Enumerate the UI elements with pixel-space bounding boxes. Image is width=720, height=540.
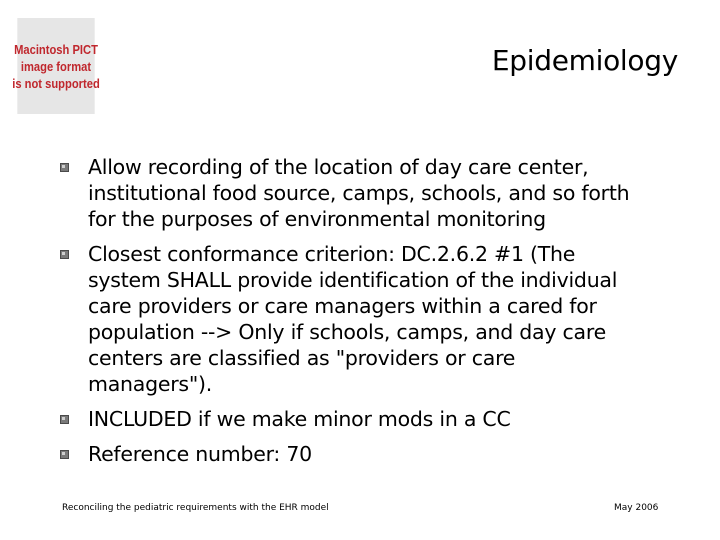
bullet-text-line: centers are classified as "providers or care <box>88 346 516 370</box>
bullet-text-line: managers"). <box>88 372 213 396</box>
footer-caption: Reconciling the pediatric requirements with the EHR model <box>62 503 329 513</box>
footer-date: May 2006 <box>614 503 659 513</box>
square-bullet-icon <box>60 163 69 172</box>
square-bullet-icon <box>60 450 69 459</box>
square-bullet-icon <box>60 415 69 424</box>
placeholder-line: image format <box>20 58 92 74</box>
bullet-text-line: care providers or care managers within a cared for <box>88 294 597 318</box>
bullet-text-line: Allow recording of the location of day care center, <box>88 155 589 179</box>
bullet-item <box>60 154 680 232</box>
bullet-text-line: system SHALL provide identification of the individual <box>88 268 618 292</box>
bullet-text-line: Closest conformance criterion: DC.2.6.2 #1 (The <box>88 242 576 266</box>
bullet-list <box>60 154 680 476</box>
bullet-text-line: for the purposes of environmental monitoring <box>88 207 546 231</box>
bullet-item <box>60 241 680 397</box>
bullet-item <box>60 406 680 432</box>
bullet-item <box>60 441 680 467</box>
placeholder-line: Macintosh PICT <box>14 41 98 57</box>
bullet-text-line: Reference number: 70 <box>88 442 312 466</box>
unsupported-image-placeholder <box>12 18 100 114</box>
bullet-text-line: institutional food source, camps, schools, and so forth <box>88 181 630 205</box>
placeholder-line: is not supported <box>12 75 100 91</box>
bullet-text-line: INCLUDED if we make minor mods in a CC <box>88 407 511 431</box>
bullet-text-line: population --> Only if schools, camps, and day care <box>88 320 606 344</box>
slide-title: Epidemiology <box>491 44 678 77</box>
square-bullet-icon <box>60 250 69 259</box>
